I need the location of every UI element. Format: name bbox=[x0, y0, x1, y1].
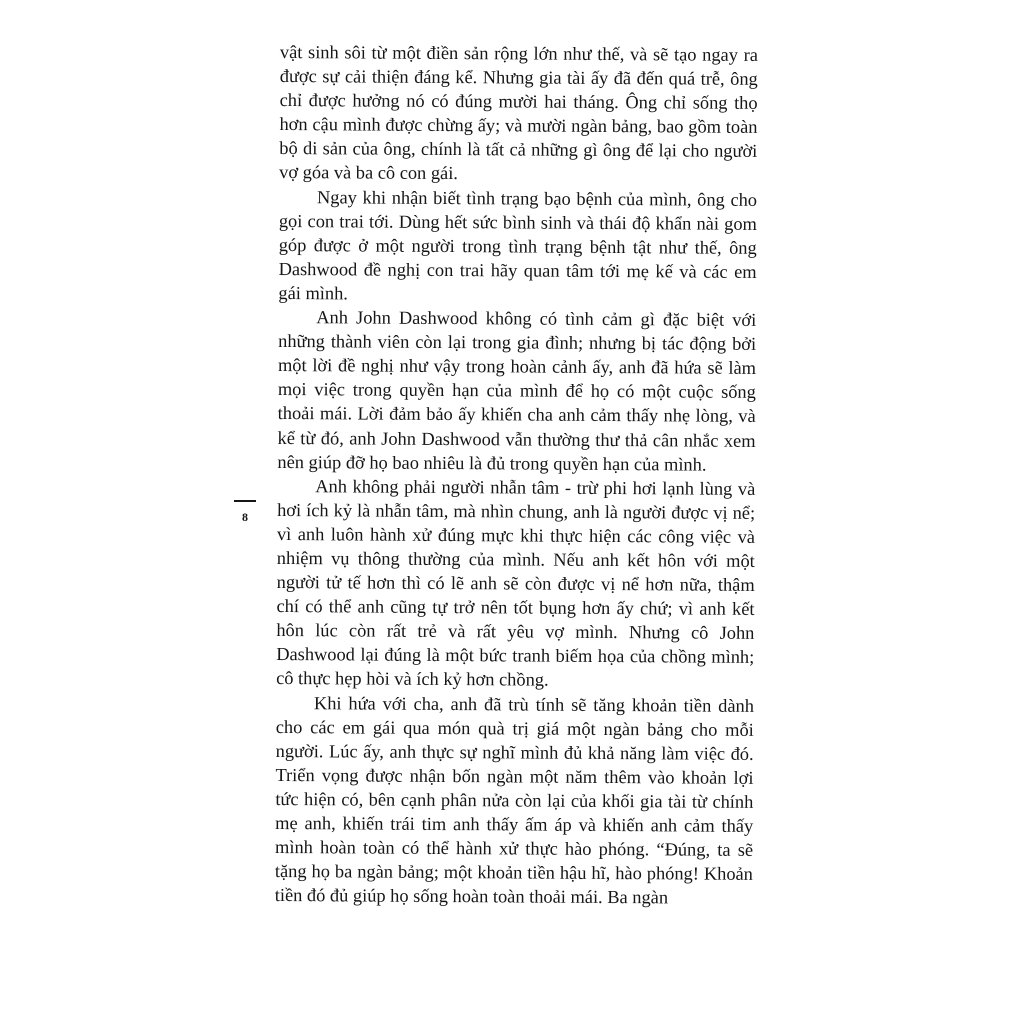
page-number-rule bbox=[234, 500, 256, 502]
paragraph-5: Khi hứa với cha, anh đã trù tính sẽ tăng khoản tiền dành cho các em gái qua món quà trị giá một ngàn bảng cho mỗi người. Lúc ấy, anh thực sự nghĩ mình đủ khả năng làm việc đó. Triển vọng được nhận bốn ngàn một năm thêm vào khoản lợi tức hiện có, bên cạnh phân nửa còn lại của khối gia tài từ chính mẹ anh, khiến trái tim anh thấy ấm áp và khiến anh cảm thấy mình hoàn toàn có thể hành xử thực hào phóng. “Đúng, ta sẽ tặng họ ba ngàn bảng; một khoản tiền hậu hĩ, hào phóng! Khoản tiền đó đủ giúp họ sống hoàn toàn thoải mái. Ba ngàn bbox=[274, 692, 755, 908]
paragraph-1: vật sinh sôi từ một điền sản rộng lớn như thế, và sẽ tạo ngay ra được sự cải thiện đáng kể. Nhưng gia tài ấy đã đến quá trễ, ông chỉ được hưởng nó có đúng mười hai tháng. Ông chỉ sống thọ hơn cậu mình được chừng ấy; và mười ngàn bảng, bao gồm toàn bộ di sản của ông, chính là tất cả những gì ông để lại cho người vợ góa và ba cô con gái. bbox=[279, 41, 758, 184]
paragraph-2: Ngay khi nhận biết tình trạng bạo bệnh của mình, ông cho gọi con trai tới. Dùng hết sức bình sinh và thái độ khẩn nài gom góp được ở một người trong tình trạng bệnh tật như thế, ông Dashwood đề nghị con trai hãy quan tâm tới mẹ kế và các em gái mình. bbox=[278, 186, 758, 304]
page-number-marker bbox=[233, 500, 257, 524]
paragraph-3: Anh John Dashwood không có tình cảm gì đặc biệt với những thành viên còn lại trong gia đình; nhưng bị tác động bởi một lời đề nghị như vậy trong hoàn cảnh ấy, anh đã hứa sẽ làm mọi việc trong quyền hạn của mình để họ có một cuộc sống thoải mái. Lời đảm bảo ấy khiến cha anh cảm thấy nhẹ lòng, và kể từ đó, anh John Dashwood vẫn thường thư thả cân nhắc xem nên giúp đỡ họ bao nhiêu là đủ trong quyền hạn của mình. bbox=[277, 307, 757, 475]
body-text bbox=[275, 40, 758, 910]
page-number: 8 bbox=[242, 510, 248, 524]
paragraph-4: Anh không phải người nhẫn tâm - trừ phi hơi lạnh lùng và hơi ích kỷ là nhẫn tâm, mà nhìn chung, anh là người được vị nể; vì anh luôn hành xử đúng mực khi thực hiện các công việc và nhiệm vụ thông thường của mình. Nếu anh kết hôn với một người tử tế hơn thì có lẽ anh sẽ còn được vị nể hơn nữa, thậm chí có thể anh cũng tự trở nên tốt bụng hơn ấy chứ; vì anh kết hôn lúc còn rất trẻ và rất yêu vợ mình. Nhưng cô John Dashwood lại đúng là một bức tranh biếm họa của chồng mình; cô thực hẹp hòi và ích kỷ hơn chồng. bbox=[276, 475, 756, 691]
